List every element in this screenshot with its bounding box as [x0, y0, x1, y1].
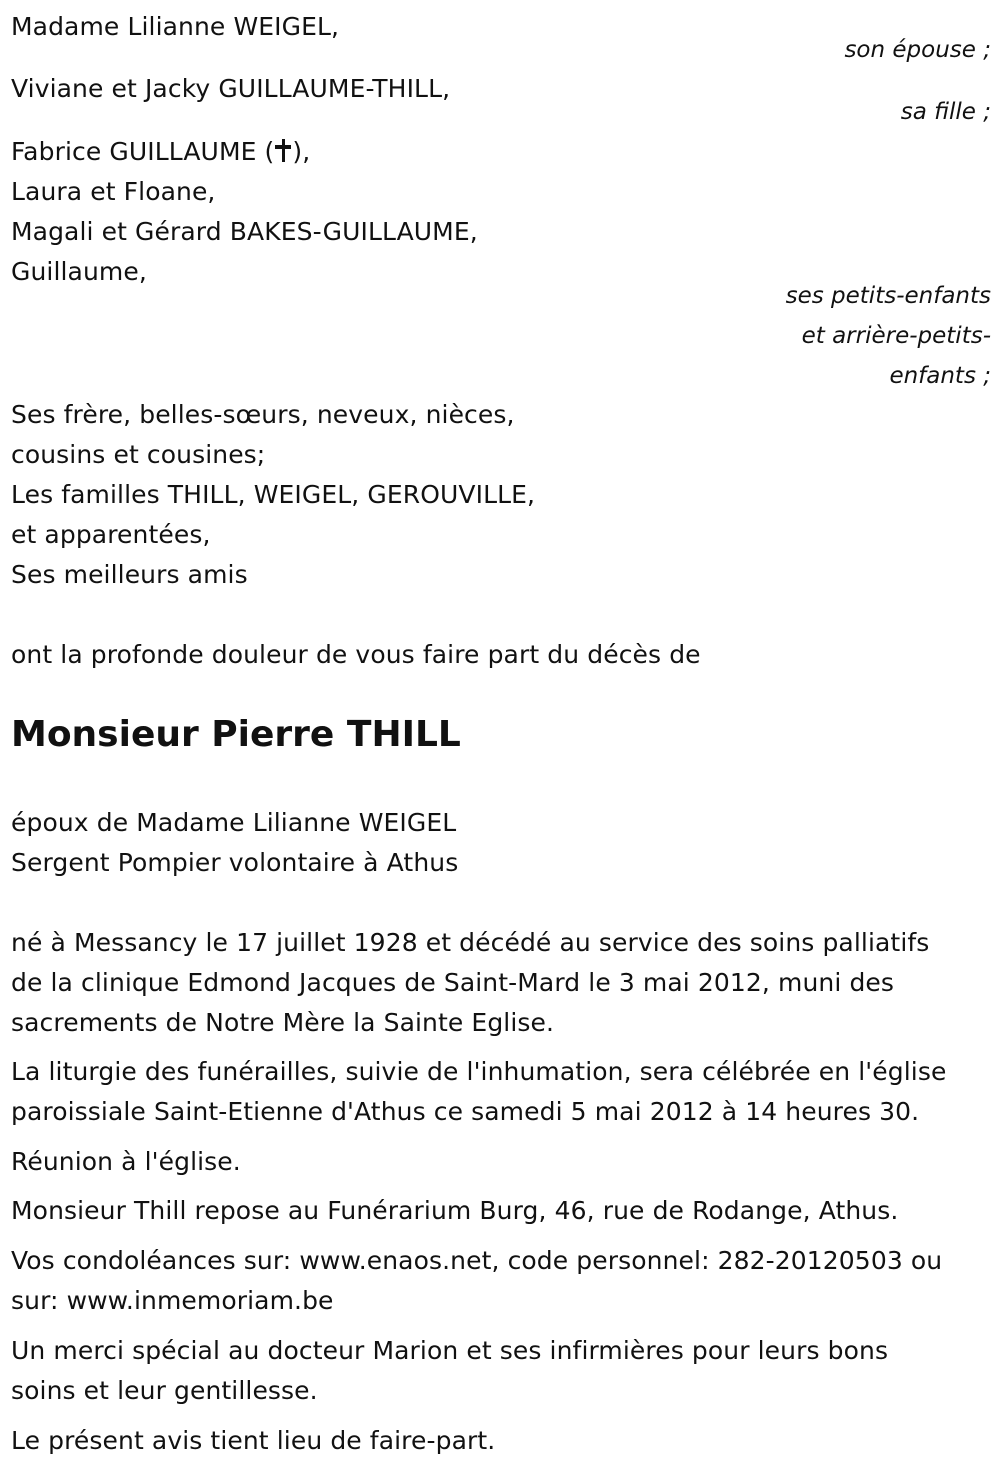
spouse-relation: son épouse ;	[844, 37, 991, 63]
thanks-line-1: Un merci spécial au docteur Marion et ses infirmières pour leurs bons	[11, 1336, 889, 1365]
daughter-name: Viviane et Jacky GUILLAUME-THILL,	[11, 74, 451, 103]
spouse-name: Madame Lilianne WEIGEL,	[11, 12, 340, 41]
grandchildren-relation-1: ses petits-enfants	[785, 283, 991, 309]
grandchild-line-4: Guillaume,	[11, 257, 147, 286]
grandchild-1-prefix: Fabrice GUILLAUME (	[11, 137, 275, 166]
grandchild-line-3: Magali et Gérard BAKES-GUILLAUME,	[11, 217, 478, 246]
daughter-relation: sa fille ;	[900, 99, 991, 125]
extended-family-1: Ses frère, belles-sœurs, neveux, nièces,	[11, 400, 515, 429]
grandchild-line-2: Laura et Floane,	[11, 177, 216, 206]
grandchild-line-1	[11, 137, 310, 167]
extended-family-5: Ses meilleurs amis	[11, 560, 248, 589]
birth-death-line-2: de la clinique Edmond Jacques de Saint-Mard le 3 mai 2012, muni des	[11, 968, 895, 997]
latin-cross-icon	[274, 138, 292, 162]
rests-text: Monsieur Thill repose au Funérarium Burg, 46, rue de Rodange, Athus.	[11, 1196, 899, 1225]
birth-death-line-3: sacrements de Notre Mère la Sainte Eglise.	[11, 1008, 555, 1037]
extended-family-2: cousins et cousines;	[11, 440, 266, 469]
extended-family-3: Les familles THILL, WEIGEL, GEROUVILLE,	[11, 480, 536, 509]
notice-text: Le présent avis tient lieu de faire-part.	[11, 1426, 496, 1455]
deceased-name: Monsieur Pierre THILL	[11, 714, 461, 755]
condolences-line-2: sur: www.inmemoriam.be	[11, 1286, 334, 1315]
grandchildren-relation-3: enfants ;	[889, 363, 991, 389]
thanks-line-2: soins et leur gentillesse.	[11, 1376, 318, 1405]
announcement-text: ont la profonde douleur de vous faire part du décès de	[11, 640, 701, 669]
extended-family-4: et apparentées,	[11, 520, 211, 549]
birth-death-line-1: né à Messancy le 17 juillet 1928 et décédé au service des soins palliatifs	[11, 928, 930, 957]
condolences-line-1: Vos condoléances sur: www.enaos.net, code personnel: 282-20120503 ou	[11, 1246, 943, 1275]
liturgy-line-1: La liturgie des funérailles, suivie de l'inhumation, sera célébrée en l'église	[11, 1057, 947, 1086]
grandchildren-relation-2: et arrière-petits-	[801, 323, 991, 349]
meeting-text: Réunion à l'église.	[11, 1147, 241, 1176]
liturgy-line-2: paroissiale Saint-Etienne d'Athus ce samedi 5 mai 2012 à 14 heures 30.	[11, 1097, 920, 1126]
grandchild-1-suffix: ),	[292, 137, 311, 166]
deceased-detail-2: Sergent Pompier volontaire à Athus	[11, 848, 459, 877]
deceased-detail-1: époux de Madame Lilianne WEIGEL	[11, 808, 457, 837]
